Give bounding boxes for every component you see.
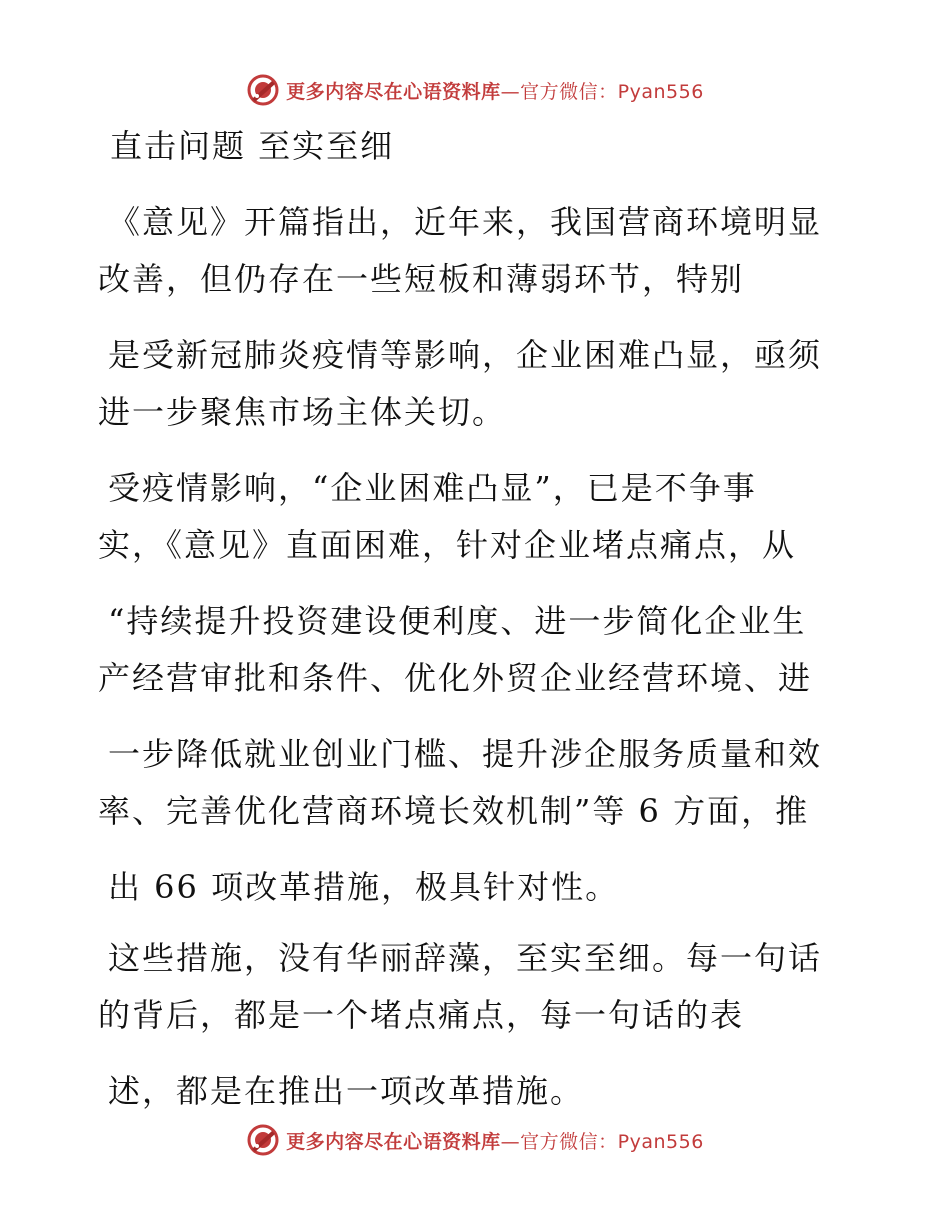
paragraph-line: 一步降低就业创业门槛、提升涉企服务质量和效 xyxy=(108,735,823,773)
section-heading: 直击问题 至实至细 xyxy=(110,127,395,165)
watermark-wechat-text: 官方微信：Pyan556 xyxy=(520,80,704,103)
paragraph-line: 述，都是在推出一项改革措施。 xyxy=(108,1072,585,1110)
paragraph-line: 进一步聚焦市场主体关切。 xyxy=(98,393,507,431)
watermark-site-text: 更多内容尽在心语资料库 xyxy=(286,80,501,103)
paragraph-line: 改善，但仍存在一些短板和薄弱环节，特别 xyxy=(98,260,745,298)
red-pen-logo-icon xyxy=(246,1123,280,1157)
watermark-site-text: 更多内容尽在心语资料库 xyxy=(286,1130,501,1153)
paragraph-line: “持续提升投资建设便利度、进一步简化企业生 xyxy=(108,602,807,640)
paragraph-line: 出 66 项改革措施，极具针对性。 xyxy=(108,868,620,906)
paragraph-line: 产经营审批和条件、优化外贸企业经营环境、进 xyxy=(98,659,813,697)
paragraph-line: 受疫情影响，“企业困难凸显”，已是不争事 xyxy=(108,469,757,507)
paragraph-line: 《意见》开篇指出，近年来，我国营商环境明显 xyxy=(108,203,823,241)
paragraph-line: 实，《意见》直面困难，针对企业堵点痛点，从 xyxy=(98,526,797,564)
watermark-dash: — xyxy=(500,80,521,103)
paragraph-line: 的背后，都是一个堵点痛点，每一句话的表 xyxy=(98,996,745,1034)
paragraph-line: 率、完善优化营商环境长效机制”等 6 方面，推 xyxy=(98,792,810,830)
watermark-banner-bottom xyxy=(0,1120,950,1160)
paragraph-line: 是受新冠肺炎疫情等影响，企业困难凸显，亟须 xyxy=(108,336,823,374)
watermark-text xyxy=(286,1127,704,1154)
watermark-dash: — xyxy=(500,1130,521,1153)
paragraph-line: 这些措施，没有华丽辞藻，至实至细。每一句话 xyxy=(108,939,823,977)
watermark-content xyxy=(246,1123,704,1157)
watermark-wechat-text: 官方微信：Pyan556 xyxy=(520,1130,704,1153)
